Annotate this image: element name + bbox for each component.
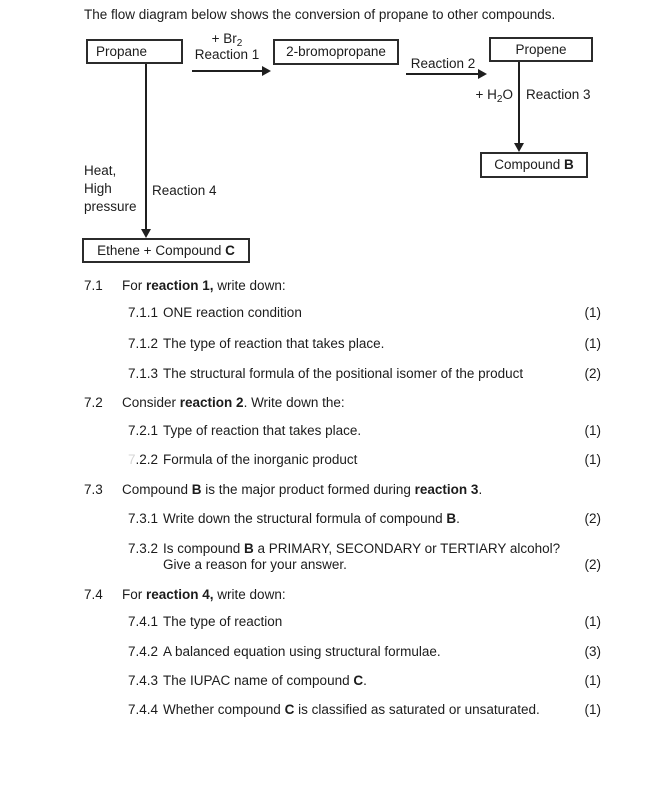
compound-b-label: Compound B — [494, 157, 574, 172]
question-7-3-heading — [84, 482, 601, 498]
question-7-1-heading — [84, 278, 601, 294]
marks-badge: (2) — [584, 557, 601, 572]
question-text: The type of reaction that takes place. — [163, 336, 385, 351]
question-number: 7.3.1 — [128, 511, 159, 526]
question-text: A balanced equation using structural formulae. — [163, 644, 441, 659]
question-number: 7.4.2 — [128, 644, 159, 659]
marks-badge: (1) — [584, 336, 601, 351]
question-text: Whether compound C is classified as saturated or unsaturated. — [163, 702, 540, 717]
marks-badge: (1) — [584, 452, 601, 467]
question-number: 7.4.1 — [128, 614, 159, 629]
marks-badge: (3) — [584, 644, 601, 659]
reaction2-label: Reaction 2 — [410, 56, 476, 71]
question-7-3-1 — [128, 511, 601, 527]
question-text: Is compound B a PRIMARY, SECONDARY or TERTIARY alcohol? Give a reason for your answer. — [163, 541, 561, 572]
question-text: Formula of the inorganic product — [163, 452, 358, 467]
propane-box — [86, 39, 183, 64]
condition-line-2: High — [84, 181, 112, 196]
ethene-compound-c-box — [82, 238, 250, 263]
reaction4-conditions — [84, 162, 137, 216]
question-number: 7.3.2 — [128, 541, 159, 556]
propene-box — [489, 37, 593, 62]
question-text: The type of reaction — [163, 614, 283, 629]
question-7-4-heading — [84, 587, 601, 603]
question-7-1-2 — [128, 336, 601, 352]
br2-label: + Br2 — [211, 31, 243, 49]
question-7-1-1 — [128, 305, 601, 321]
question-7-2-2 — [128, 452, 601, 468]
question-7-2-1 — [128, 423, 601, 439]
condition-line-3: pressure — [84, 199, 137, 214]
marks-badge: (1) — [584, 305, 601, 320]
reaction3-arrow — [518, 62, 520, 143]
question-7-2-heading — [84, 395, 601, 411]
subscript-2: 2 — [496, 93, 503, 105]
question-text: Compound B is the major product formed during reaction 3. — [122, 482, 483, 497]
h2o-label: + H2O — [475, 87, 513, 105]
question-number: 7.1.1 — [128, 305, 159, 320]
marks-badge: (2) — [584, 366, 601, 381]
marks-badge: (1) — [584, 614, 601, 629]
question-7-4-4 — [128, 702, 601, 718]
question-7-4-1 — [128, 614, 601, 630]
reaction1-arrow — [192, 70, 262, 72]
question-text: For reaction 1, write down: — [122, 278, 286, 293]
bromopropane-box — [273, 39, 399, 65]
question-number: 7.4.3 — [128, 673, 159, 688]
reaction3-label: Reaction 3 — [526, 87, 591, 102]
question-text: The IUPAC name of compound C. — [163, 673, 367, 688]
reaction2-arrow — [406, 73, 478, 75]
marks-badge: (1) — [584, 702, 601, 717]
question-text: Consider reaction 2. Write down the: — [122, 395, 345, 410]
question-text: Type of reaction that takes place. — [163, 423, 362, 438]
reaction1-label: Reaction 1 — [194, 47, 260, 62]
subscript-2: 2 — [236, 37, 243, 49]
question-number: 7.2.1 — [128, 423, 159, 438]
question-number: 7.2.2 — [128, 452, 159, 467]
propene-label: Propene — [515, 41, 567, 57]
question-text: For reaction 4, write down: — [122, 587, 286, 602]
intro-text: The flow diagram below shows the conversion of propane to other compounds. — [84, 7, 556, 22]
question-number: 7.2 — [84, 395, 103, 410]
propane-label: Propane — [96, 43, 148, 59]
marks-badge: (1) — [584, 673, 601, 688]
question-number: 7.4 — [84, 587, 103, 602]
question-number: 7.3 — [84, 482, 103, 497]
question-text: The structural formula of the positional isomer of the product — [163, 366, 524, 381]
question-number: 7.1.2 — [128, 336, 159, 351]
question-7-1-3 — [128, 366, 601, 382]
question-number: 7.1.3 — [128, 366, 159, 381]
question-7-3-2 — [128, 541, 601, 573]
marks-badge: (2) — [584, 511, 601, 526]
question-7-4-2 — [128, 644, 601, 660]
compound-b-box — [480, 152, 588, 178]
ethene-compound-c-label: Ethene + Compound C — [97, 242, 235, 258]
question-number: 7.4.4 — [128, 702, 159, 717]
bromopropane-label: 2-bromopropane — [286, 44, 386, 59]
reaction4-label: Reaction 4 — [152, 183, 217, 198]
question-text: ONE reaction condition — [163, 305, 302, 320]
condition-line-1: Heat, — [84, 163, 117, 178]
question-text: Write down the structural formula of compound B. — [163, 511, 460, 526]
reaction4-arrow — [145, 64, 147, 229]
question-7-4-3 — [128, 673, 601, 689]
question-number: 7.1 — [84, 278, 103, 293]
marks-badge: (1) — [584, 423, 601, 438]
